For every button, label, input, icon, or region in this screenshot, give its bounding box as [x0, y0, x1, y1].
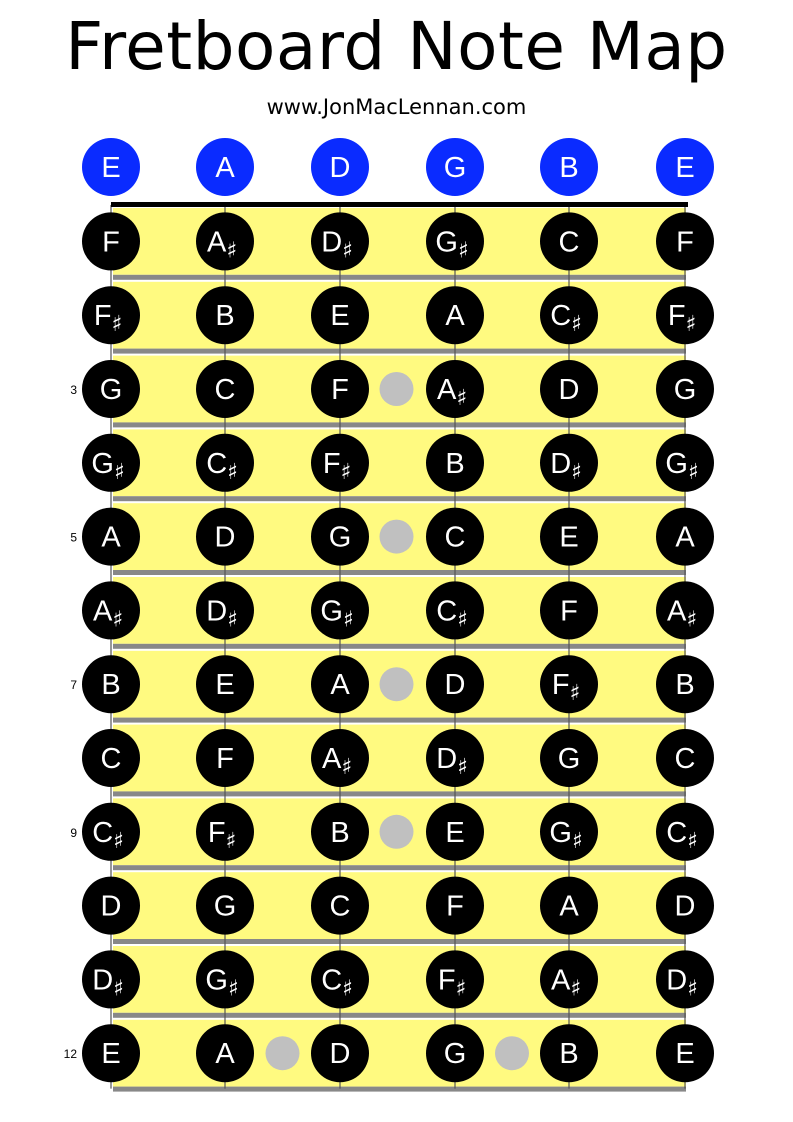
open-string-note: E: [101, 152, 121, 184]
note-label: $G_♯$: [435, 226, 469, 264]
inlay-dot: [380, 667, 414, 701]
open-string-note: B: [559, 152, 579, 184]
note-label: $G_♯$: [320, 595, 354, 633]
note-label: $C_♯$: [206, 447, 238, 485]
open-string-note: E: [675, 152, 695, 184]
note-label: G: [213, 890, 237, 923]
fret-number: 12: [63, 1047, 77, 1062]
note-label: $G_♯$: [205, 964, 239, 1002]
note-label: C: [100, 743, 122, 775]
inlay-dot: [380, 520, 414, 554]
note-label: $C_♯$: [666, 816, 698, 854]
note-label: $F_♯$: [437, 964, 467, 1002]
inlay-dot: [380, 372, 414, 406]
note-label: F: [446, 890, 464, 923]
note-label: B: [101, 669, 121, 702]
note-label: B: [330, 816, 350, 849]
note-label: A: [445, 300, 465, 333]
note-label: A: [675, 521, 695, 554]
note-label: $C_♯$: [550, 300, 582, 338]
note-label: F: [676, 226, 694, 259]
fret-number: 3: [70, 383, 77, 397]
note-label: C: [558, 226, 580, 259]
note-label: D: [558, 374, 580, 406]
open-string-note: A: [215, 152, 235, 184]
note-label: D: [329, 1038, 351, 1071]
inlay-dot: [266, 1036, 300, 1070]
inlay-dot: [380, 815, 414, 849]
fret-bar: [113, 791, 686, 796]
note-label: D: [674, 890, 696, 923]
note-label: $D_♯$: [92, 964, 124, 1002]
note-label: $F_♯$: [93, 300, 123, 338]
note-label: $G_♯$: [665, 447, 699, 485]
note-label: $G_♯$: [549, 816, 583, 854]
note-label: C: [674, 743, 696, 775]
note-label: E: [215, 669, 235, 702]
note-label: G: [99, 374, 123, 406]
note-label: $F_♯$: [322, 447, 352, 485]
note-label: F: [560, 595, 578, 628]
note-label: $F_♯$: [207, 816, 237, 854]
note-label: G: [673, 374, 697, 406]
note-label: $D_♯$: [321, 226, 353, 264]
inlay-dot: [495, 1036, 529, 1070]
note-label: $C_♯$: [436, 595, 468, 633]
note-label: $D_♯$: [666, 964, 698, 1002]
note-label: $D_♯$: [206, 595, 238, 633]
note-label: G: [443, 1038, 467, 1071]
note-label: E: [675, 1038, 695, 1071]
open-string-note: G: [443, 152, 467, 184]
note-label: B: [559, 1038, 579, 1071]
note-label: $A_♯$: [667, 595, 697, 633]
page-title: Fretboard Note Map: [65, 8, 728, 85]
fret-bar: [113, 496, 686, 501]
note-label: $A_♯$: [322, 743, 352, 780]
note-label: A: [101, 521, 121, 554]
fret-number: 5: [70, 530, 77, 545]
note-label: $C_♯$: [92, 816, 124, 854]
note-label: F: [216, 743, 234, 775]
note-label: G: [328, 521, 352, 554]
note-label: C: [214, 374, 236, 406]
note-label: $A_♯$: [551, 964, 581, 1002]
fret-bar: [113, 865, 686, 870]
note-label: A: [215, 1038, 235, 1071]
fret-bar: [113, 939, 686, 944]
note-label: E: [445, 816, 465, 849]
fret-number: 9: [70, 825, 77, 840]
note-label: $A_♯$: [93, 595, 123, 633]
note-label: A: [559, 890, 579, 923]
note-label: $A_♯$: [437, 374, 467, 411]
note-label: $A_♯$: [207, 226, 237, 264]
note-label: $F_♯$: [667, 300, 697, 338]
fret-bar: [113, 349, 686, 354]
note-label: B: [445, 447, 465, 480]
note-label: C: [444, 521, 466, 554]
open-string-note: D: [329, 152, 351, 184]
note-label: $F_♯$: [551, 669, 581, 707]
note-label: E: [559, 521, 579, 554]
note-label: B: [675, 669, 695, 702]
note-label: $G_♯$: [91, 447, 125, 485]
note-label: D: [214, 521, 236, 554]
fret-bar: [113, 275, 686, 280]
note-label: D: [444, 669, 466, 702]
note-label: $C_♯$: [321, 964, 353, 1002]
website-link[interactable]: www.JonMacLennan.com: [266, 95, 527, 119]
fret-bar: [113, 422, 686, 427]
note-label: C: [329, 890, 351, 923]
note-label: B: [215, 300, 235, 333]
nut: [111, 202, 688, 207]
fret-bar: [113, 570, 686, 575]
fret-bar: [113, 718, 686, 723]
fret-number: 7: [70, 678, 77, 693]
note-label: F: [102, 226, 120, 259]
note-label: D: [100, 890, 122, 923]
note-label: E: [330, 300, 350, 333]
note-label: $D_♯$: [436, 743, 468, 780]
note-label: E: [101, 1038, 121, 1071]
fret-bar: [113, 644, 686, 649]
note-label: A: [330, 669, 350, 702]
note-label: G: [557, 743, 581, 775]
fret-bar: [113, 1087, 686, 1092]
note-label: F: [331, 374, 349, 406]
note-label: $D_♯$: [550, 447, 582, 485]
fret-bar: [113, 1013, 686, 1018]
